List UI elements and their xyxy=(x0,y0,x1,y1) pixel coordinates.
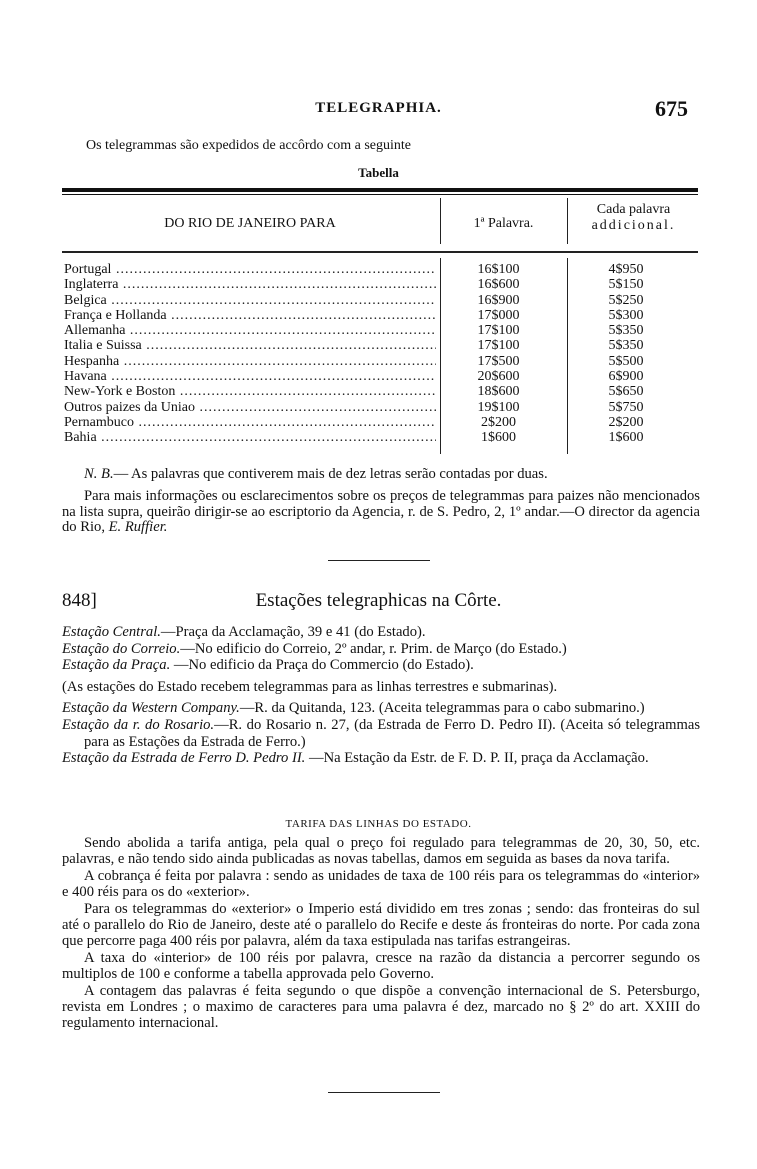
header-first-word: 1ª Palavra. xyxy=(473,216,534,231)
table-top-rule-thin xyxy=(62,194,698,195)
column-divider xyxy=(440,198,441,244)
additional-word-price: 2$200 xyxy=(608,414,644,430)
destination-cell: Portugal ..... xyxy=(64,262,436,277)
tarifa-text xyxy=(62,835,700,1032)
first-word-price: 2$200 xyxy=(481,414,516,430)
station-entry xyxy=(62,641,700,658)
station-details: —No edificio da Praça do Commercio (do Estado). xyxy=(170,657,474,674)
additional-word-price: 5$500 xyxy=(608,353,644,369)
additional-word-price: 5$250 xyxy=(608,292,644,308)
station-entry xyxy=(62,717,700,750)
destination-cell: Outros paizes da Uniao ..... xyxy=(64,400,436,415)
additional-word-price: 1$600 xyxy=(608,430,644,446)
table-row xyxy=(64,308,700,323)
first-word-price: 19$100 xyxy=(477,399,520,415)
station-entry xyxy=(62,624,700,641)
tarifa-paragraph: Para os telegrammas do «exterior» o Imperio está dividido em tres zonas ; sendo: das fronteiras do sul até o parallelo do Rio de Janeiro, deste até o parallelo do Recife e deste ás fronteiras do norte. Por cada zona que percorre paga 400 réis por palavra, além da taxa estipulada nas tarifas estrangeiras. xyxy=(62,900,700,950)
nb-note xyxy=(62,466,700,483)
header-destination: DO RIO DE JANEIRO PARA xyxy=(164,216,336,231)
station-details: (As estações do Estado recebem telegrammas para as linhas terrestres e submarinas). xyxy=(62,678,558,695)
station-name: Estação do Correio. xyxy=(62,640,181,657)
table-row xyxy=(64,430,700,445)
tarifa-paragraph: A contagem das palavras é feita segundo o que dispõe a convenção internacional de S. Petersburgo, revista em Londres ; o maximo de caracteres para uma palavra é dez, marcado no § 2º do art. XXIII do regulamento internacional. xyxy=(62,982,700,1032)
first-word-price: 16$600 xyxy=(477,277,520,293)
first-word-price: 17$100 xyxy=(477,338,520,354)
tarifa-paragraph: Sendo abolida a tarifa antiga, pela qual o preço foi regulado para telegrammas de 20, 30, 50, etc. palavras, e não tendo sido ainda publicadas as novas tabellas, damos em seguida as bases da nova tarifa. xyxy=(62,835,700,868)
station-entry xyxy=(62,657,700,674)
table-body xyxy=(64,262,700,446)
header-additional-2: addicional. xyxy=(591,218,676,233)
destination-cell: Pernambuco ..... xyxy=(64,415,436,430)
tarifa-paragraph: A cobrança é feita por palavra : sendo as unidades de taxa de 100 réis para os telegrammas do «interior» e 400 réis para os do «exterior». xyxy=(62,867,700,901)
first-word-price: 18$600 xyxy=(477,384,520,400)
tarifa-paragraph: A taxa do «interior» de 100 réis por palavra, cresce na razão da distancia a percorrer segundo os multiplos de 100 e conforme a tabella approvada pelo Governo. xyxy=(62,949,700,983)
table-caption: Tabella xyxy=(358,165,399,180)
nb-label: N. B. xyxy=(84,466,114,482)
table-header-rule xyxy=(62,251,698,253)
header-additional-1: Cada palavra xyxy=(596,202,671,217)
table-top-rule xyxy=(62,188,698,192)
station-name: Estação da Western Company. xyxy=(62,700,240,717)
additional-word-price: 4$950 xyxy=(608,262,644,277)
destination-cell: Havana ..... xyxy=(64,369,436,384)
bottom-divider xyxy=(328,1092,440,1093)
section-title: Estações telegraphicas na Côrte. xyxy=(255,590,502,611)
destination-cell: New-York e Boston ..... xyxy=(64,384,436,399)
signature: E. Ruffier. xyxy=(108,519,168,535)
station-name: Estação da r. do Rosario. xyxy=(62,716,215,733)
station-entry xyxy=(62,750,700,767)
column-divider xyxy=(567,198,568,244)
info-text: Para mais informações ou esclarecimentos sobre os preços de telegrammas para paizes não mencionados na lista supra, queirão dirigir-se ao escriptorio da Agencia, r. de S. Pedro, 2, 1º andar.—O director da agencia do Rio, xyxy=(62,488,700,535)
destination-cell: Inglaterra ..... xyxy=(64,277,436,292)
first-word-price: 17$100 xyxy=(477,323,520,339)
additional-word-price: 5$650 xyxy=(608,384,644,400)
table-row xyxy=(64,369,700,384)
additional-word-price: 5$350 xyxy=(608,338,644,354)
station-details: —R. da Quitanda, 123. (Aceita telegrammas para o cabo submarino.) xyxy=(239,700,645,717)
destination-cell: Belgica ..... xyxy=(64,293,436,308)
station-details: —R. do Rosario n. 27, (da Estrada de Ferro D. Pedro II). (Aceita só telegrammas para as Estações da Estrada de Ferro.) xyxy=(84,716,701,750)
additional-word-price: 5$750 xyxy=(608,399,644,415)
additional-word-price: 6$900 xyxy=(608,369,644,385)
destination-cell: Bahia ..... xyxy=(64,430,436,445)
destination-cell: Allemanha ..... xyxy=(64,323,436,338)
page-number: 675 xyxy=(655,96,688,121)
first-word-price: 17$000 xyxy=(477,307,520,323)
table-row xyxy=(64,262,700,277)
table-row xyxy=(64,354,700,369)
section-number: 848] xyxy=(62,590,97,611)
table-row xyxy=(64,400,700,415)
running-title: TELEGRAPHIA. xyxy=(315,100,442,116)
destination-cell: Italia e Suissa ..... xyxy=(64,338,436,353)
station-name: Estação da Estrada de Ferro D. Pedro II. xyxy=(62,750,306,767)
section-divider xyxy=(328,560,430,561)
first-word-price: 16$900 xyxy=(477,292,520,308)
first-word-price: 16$100 xyxy=(477,262,520,277)
table-row xyxy=(64,384,700,399)
station-details: —No edificio do Correio, 2º andar, r. Prim. de Março (do Estado.) xyxy=(180,640,567,657)
table-row xyxy=(64,323,700,338)
table-row xyxy=(64,293,700,308)
additional-word-price: 5$350 xyxy=(608,323,644,339)
tarifa-heading: TARIFA DAS LINHAS DO ESTADO. xyxy=(285,818,472,830)
station-entry xyxy=(62,700,700,717)
station-details: —Na Estação da Estr. de F. D. P. II, praça da Acclamação. xyxy=(305,750,649,767)
first-word-price: 20$600 xyxy=(477,369,520,385)
table-row xyxy=(64,338,700,353)
destination-cell: Hespanha ..... xyxy=(64,354,436,369)
additional-word-price: 5$300 xyxy=(608,307,644,323)
info-paragraph xyxy=(62,489,700,536)
table-row xyxy=(64,415,700,430)
station-details: —Praça da Acclamação, 39 e 41 (do Estado). xyxy=(160,624,426,640)
table-row xyxy=(64,277,700,292)
destination-cell: França e Hollanda ..... xyxy=(64,308,436,323)
intro-text: Os telegrammas são expedidos de accôrdo com a seguinte xyxy=(86,138,412,153)
first-word-price: 1$600 xyxy=(481,430,516,446)
additional-word-price: 5$150 xyxy=(608,277,644,293)
station-name: Estação Central. xyxy=(62,624,161,640)
nb-text: — As palavras que contiverem mais de dez letras serão contadas por duas. xyxy=(113,466,548,482)
first-word-price: 17$500 xyxy=(477,353,520,369)
stations-list xyxy=(62,624,700,767)
station-name: Estação da Praça. xyxy=(62,657,171,674)
station-entry xyxy=(62,679,700,696)
